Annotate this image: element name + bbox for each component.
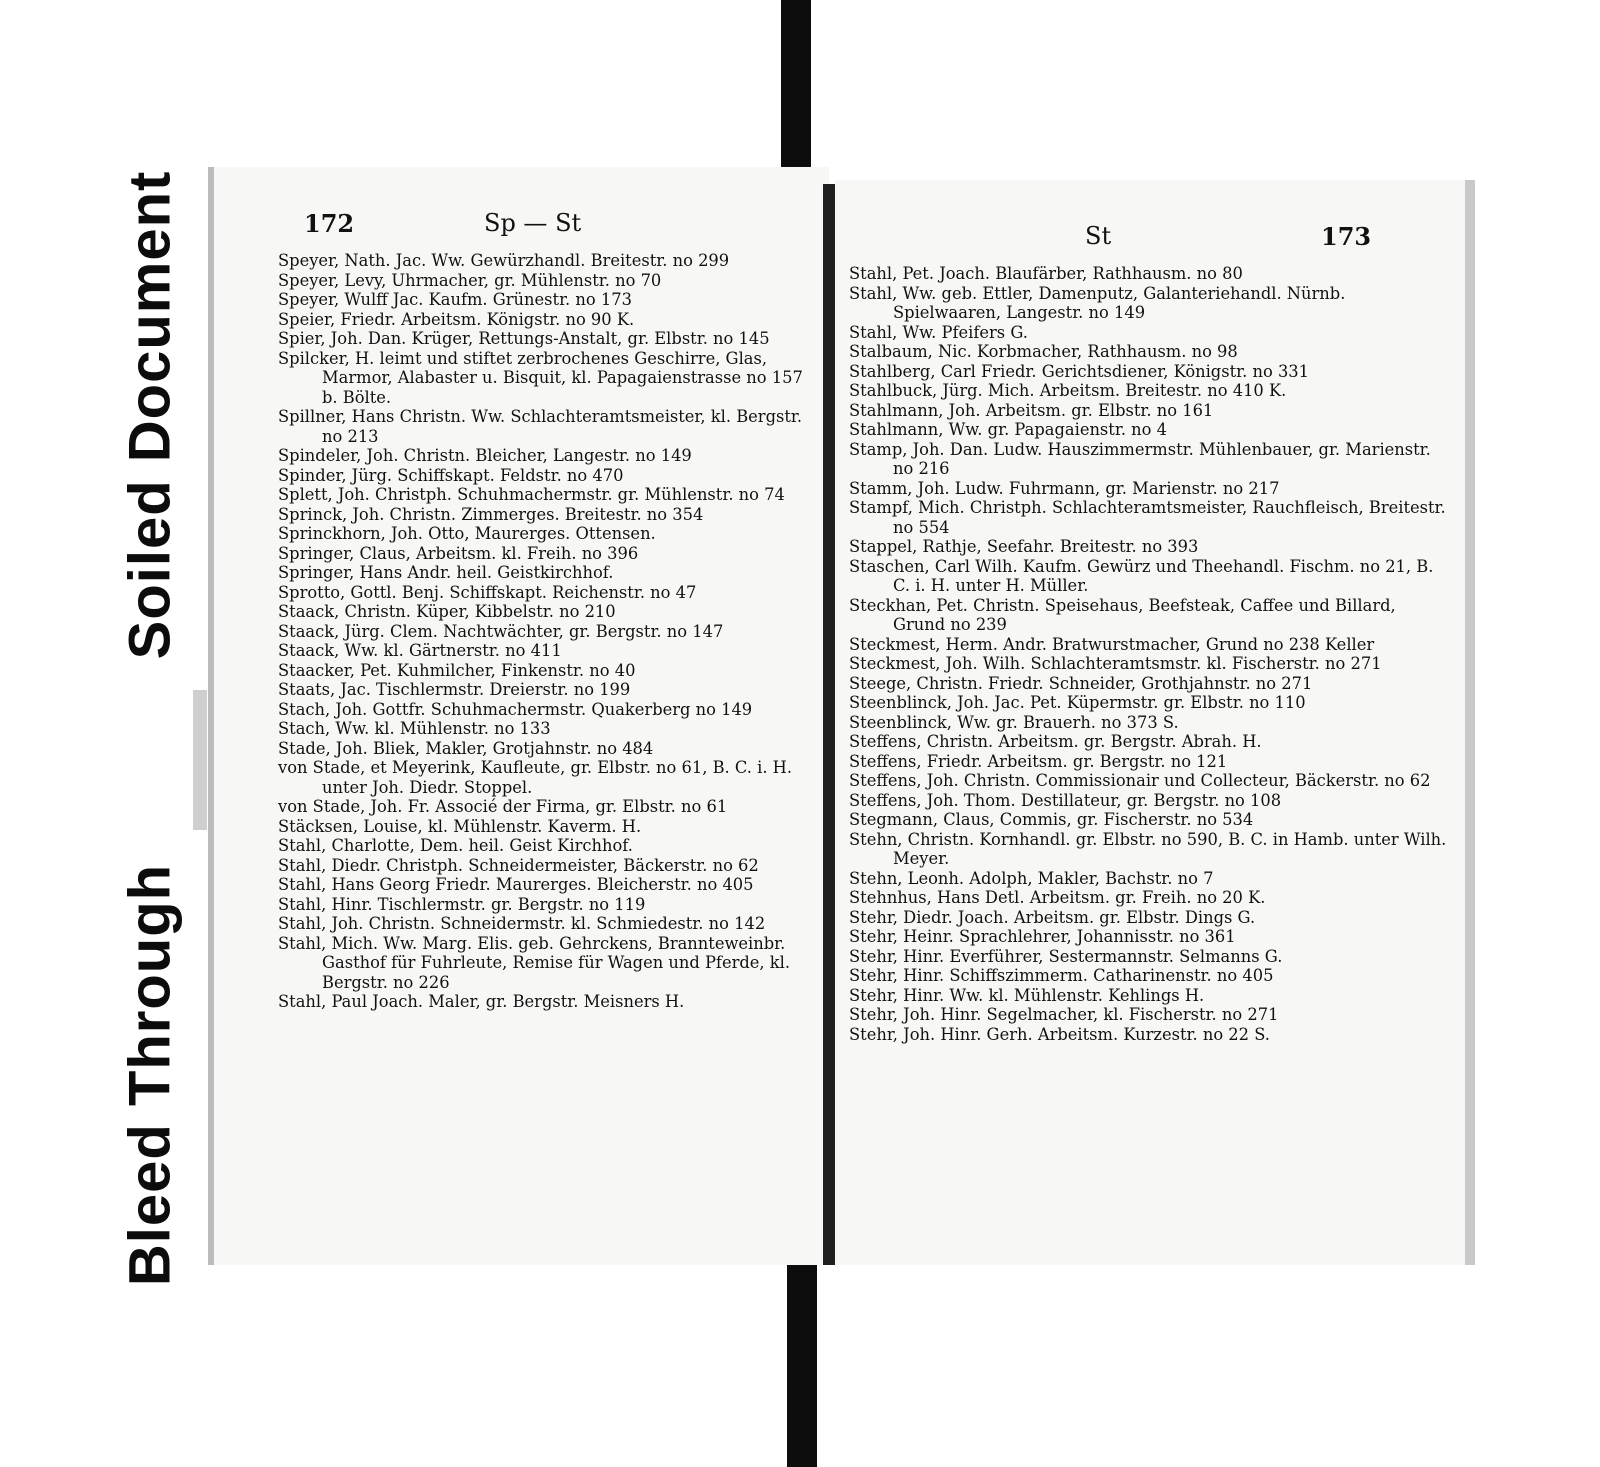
directory-entry: Stamm, Joh. Ludw. Fuhrmann, gr. Marienstr. no 217 (849, 478, 1280, 498)
book-spine-top (781, 0, 811, 190)
directory-entry: Staack, Ww. kl. Gärtnerstr. no 411 (278, 641, 562, 660)
running-head-left: Sp — St (484, 209, 582, 237)
directory-entry: Stalbaum, Nic. Korbmacher, Rathhausm. no 98 (849, 342, 1238, 361)
page-number-right: 173 (1321, 222, 1372, 251)
directory-entry: Springer, Claus, Arbeitsm. kl. Freih. no 396 (278, 543, 639, 563)
page-number-left: 172 (304, 209, 355, 238)
directory-entry: Stäcksen, Louise, kl. Mühlenstr. Kaverm. H. (278, 816, 642, 836)
running-head-right: St (1085, 222, 1112, 250)
directory-entry: Stahlmann, Ww. gr. Papagaienstr. no 4 (849, 420, 1167, 439)
directory-entry: Speyer, Levy, Uhrmacher, gr. Mühlenstr. no 70 (278, 270, 662, 290)
directory-entry: Stahl, Diedr. Christph. Schneidermeister, Bäckerstr. no 62 (278, 855, 759, 875)
directory-entry: von Stade, et Meyerink, Kaufleute, gr. Elbstr. no 61, B. C. i. H. unter Joh. Diedr. Stoppel. (278, 758, 793, 797)
directory-entry: Spier, Joh. Dan. Krüger, Rettungs-Anstalt, gr. Elbstr. no 145 (278, 329, 770, 348)
directory-entry: Stehn, Leonh. Adolph, Makler, Bachstr. no 7 (849, 868, 1214, 888)
directory-entry: Stach, Joh. Gottfr. Schuhmachermstr. Quakerberg no 149 (278, 699, 753, 719)
directory-entry: Steckhan, Pet. Christn. Speisehaus, Beefsteak, Caffee und Billard, Grund no 239 (849, 595, 1396, 634)
directory-entry: Stahl, Ww. Pfeifers G. (849, 322, 1028, 342)
directory-entry: Staschen, Carl Wilh. Kaufm. Gewürz und Theehandl. Fischm. no 21, B. C. i. H. unter H. Müller. (849, 556, 1434, 595)
directory-entry: Spinder, Jürg. Schiffskapt. Feldstr. no 470 (278, 465, 624, 485)
directory-entry: Stahlmann, Joh. Arbeitsm. gr. Elbstr. no 161 (849, 400, 1214, 420)
directory-entry: Stehr, Hinr. Ww. kl. Mühlenstr. Kehlings H. (849, 985, 1205, 1005)
directory-entry: Steenblinck, Ww. gr. Brauerh. no 373 S. (849, 712, 1179, 732)
directory-entry: Sprinck, Joh. Christn. Zimmerges. Breitestr. no 354 (278, 504, 704, 524)
stamp-soiled-document: Soiled Document (117, 170, 183, 660)
directory-entry: Staack, Jürg. Clem. Nachtwächter, gr. Bergstr. no 147 (278, 621, 724, 641)
directory-entry: Stamp, Joh. Dan. Ludw. Hauszimmermstr. Mühlenbauer, gr. Marienstr. no 216 (849, 439, 1431, 478)
directory-entry: Stappel, Rathje, Seefahr. Breitestr. no 393 (849, 537, 1199, 556)
directory-entry: Steckmest, Herm. Andr. Bratwurstmacher, Grund no 238 Keller (849, 634, 1375, 654)
directory-entry: Splett, Joh. Christph. Schuhmachermstr. gr. Mühlenstr. no 74 (278, 485, 785, 504)
directory-entry: Stegmann, Claus, Commis, gr. Fischerstr. no 534 (849, 810, 1254, 829)
directory-entry: Steenblinck, Joh. Jac. Pet. Küpermstr. gr. Elbstr. no 110 (849, 693, 1306, 712)
directory-entry: Stehr, Hinr. Everführer, Sestermannstr. Selmanns G. (849, 946, 1283, 966)
directory-entry: Stahl, Hinr. Tischlermstr. gr. Bergstr. no 119 (278, 894, 646, 914)
directory-entry: Stach, Ww. kl. Mühlenstr. no 133 (278, 719, 551, 738)
right-page (835, 180, 1475, 1265)
left-page (208, 167, 829, 1265)
right-page-header (835, 222, 1465, 252)
directory-entry: Staats, Jac. Tischlermstr. Dreierstr. no 199 (278, 680, 631, 699)
directory-entry: Stade, Joh. Bliek, Makler, Grotjahnstr. no 484 (278, 738, 654, 758)
page-edge-shadow (193, 690, 207, 830)
directory-entry: von Stade, Joh. Fr. Associé der Firma, gr. Elbstr. no 61 (278, 797, 728, 816)
directory-entry: Stahl, Pet. Joach. Blaufärber, Rathhausm. no 80 (849, 264, 1243, 283)
left-page-header (214, 209, 829, 239)
directory-entry: Steege, Christn. Friedr. Schneider, Grothjahnstr. no 271 (849, 673, 1313, 693)
directory-entry: Stehn, Christn. Kornhandl. gr. Elbstr. no 590, B. C. in Hamb. unter Wilh. Meyer. (849, 829, 1447, 868)
directory-entry: Spilcker, H. leimt und stiftet zerbrochenes Geschirre, Glas, Marmor, Alabaster u. Bisquit, kl. Papagaienstrasse no 157 b. Bölte. (278, 348, 803, 407)
directory-entry: Springer, Hans Andr. heil. Geistkirchhof. (278, 563, 614, 582)
directory-entry: Stahl, Ww. geb. Ettler, Damenputz, Galanteriehandl. Nürnb. Spielwaaren, Langestr. no 149 (849, 283, 1346, 322)
directory-entry: Stahl, Charlotte, Dem. heil. Geist Kirchhof. (278, 836, 633, 855)
directory-entry: Stehnhus, Hans Detl. Arbeitsm. gr. Freih. no 20 K. (849, 888, 1266, 907)
directory-entry: Staack, Christn. Küper, Kibbelstr. no 210 (278, 602, 616, 621)
directory-entry: Stehr, Joh. Hinr. Gerh. Arbeitsm. Kurzestr. no 22 S. (849, 1024, 1270, 1044)
directory-entry: Stahl, Joh. Christn. Schneidermstr. kl. Schmiedestr. no 142 (278, 914, 766, 933)
directory-entry: Steffens, Christn. Arbeitsm. gr. Bergstr. Abrah. H. (849, 732, 1262, 751)
directory-entry: Stampf, Mich. Christph. Schlachteramtsmeister, Rauchfleisch, Breitestr. no 554 (849, 498, 1446, 537)
directory-entry: Steffens, Friedr. Arbeitsm. gr. Bergstr. no 121 (849, 751, 1228, 771)
directory-entry: Stahlberg, Carl Friedr. Gerichtsdiener, Königstr. no 331 (849, 361, 1310, 381)
left-entry-list (278, 251, 819, 1012)
directory-entry: Stehr, Hinr. Schiffszimmerm. Catharinenstr. no 405 (849, 966, 1274, 985)
directory-entry: Stehr, Diedr. Joach. Arbeitsm. gr. Elbstr. Dings G. (849, 907, 1256, 927)
directory-entry: Stahlbuck, Jürg. Mich. Arbeitsm. Breitestr. no 410 K. (849, 381, 1287, 400)
right-entry-list (849, 264, 1451, 1044)
directory-entry: Stehr, Joh. Hinr. Segelmacher, kl. Fischerstr. no 271 (849, 1005, 1279, 1024)
directory-entry: Spindeler, Joh. Christn. Bleicher, Langestr. no 149 (278, 446, 692, 465)
directory-entry: Stahl, Mich. Ww. Marg. Elis. geb. Gehrckens, Brannteweinbr. Gasthof für Fuhrleute, Remise für Wagen und Pferde, kl. Bergstr. no 226 (278, 933, 791, 992)
directory-entry: Stahl, Hans Georg Friedr. Maurerges. Bleicherstr. no 405 (278, 875, 754, 894)
directory-entry: Sprotto, Gottl. Benj. Schiffskapt. Reichenstr. no 47 (278, 582, 697, 602)
directory-entry: Speyer, Wulff Jac. Kaufm. Grünestr. no 173 (278, 290, 632, 309)
directory-entry: Steffens, Joh. Christn. Commissionair und Collecteur, Bäckerstr. no 62 (849, 771, 1431, 790)
directory-entry: Staacker, Pet. Kuhmilcher, Finkenstr. no 40 (278, 660, 636, 680)
directory-entry: Speier, Friedr. Arbeitsm. Königstr. no 90 K. (278, 309, 635, 329)
directory-entry: Steffens, Joh. Thom. Destillateur, gr. Bergstr. no 108 (849, 790, 1282, 810)
stamp-bleed-through: Bleed Through (117, 863, 183, 1287)
directory-entry: Stehr, Heinr. Sprachlehrer, Johannisstr. no 361 (849, 927, 1236, 946)
page-gutter (823, 184, 835, 1265)
book-spine-bottom (787, 1248, 817, 1467)
directory-entry: Spillner, Hans Christn. Ww. Schlachteramtsmeister, kl. Bergstr. no 213 (278, 407, 803, 446)
directory-entry: Speyer, Nath. Jac. Ww. Gewürzhandl. Breitestr. no 299 (278, 251, 730, 270)
directory-entry: Steckmest, Joh. Wilh. Schlachteramtsmstr. kl. Fischerstr. no 271 (849, 654, 1382, 673)
directory-entry: Sprinckhorn, Joh. Otto, Maurerges. Ottensen. (278, 524, 656, 543)
directory-entry: Stahl, Paul Joach. Maler, gr. Bergstr. Meisners H. (278, 992, 685, 1011)
